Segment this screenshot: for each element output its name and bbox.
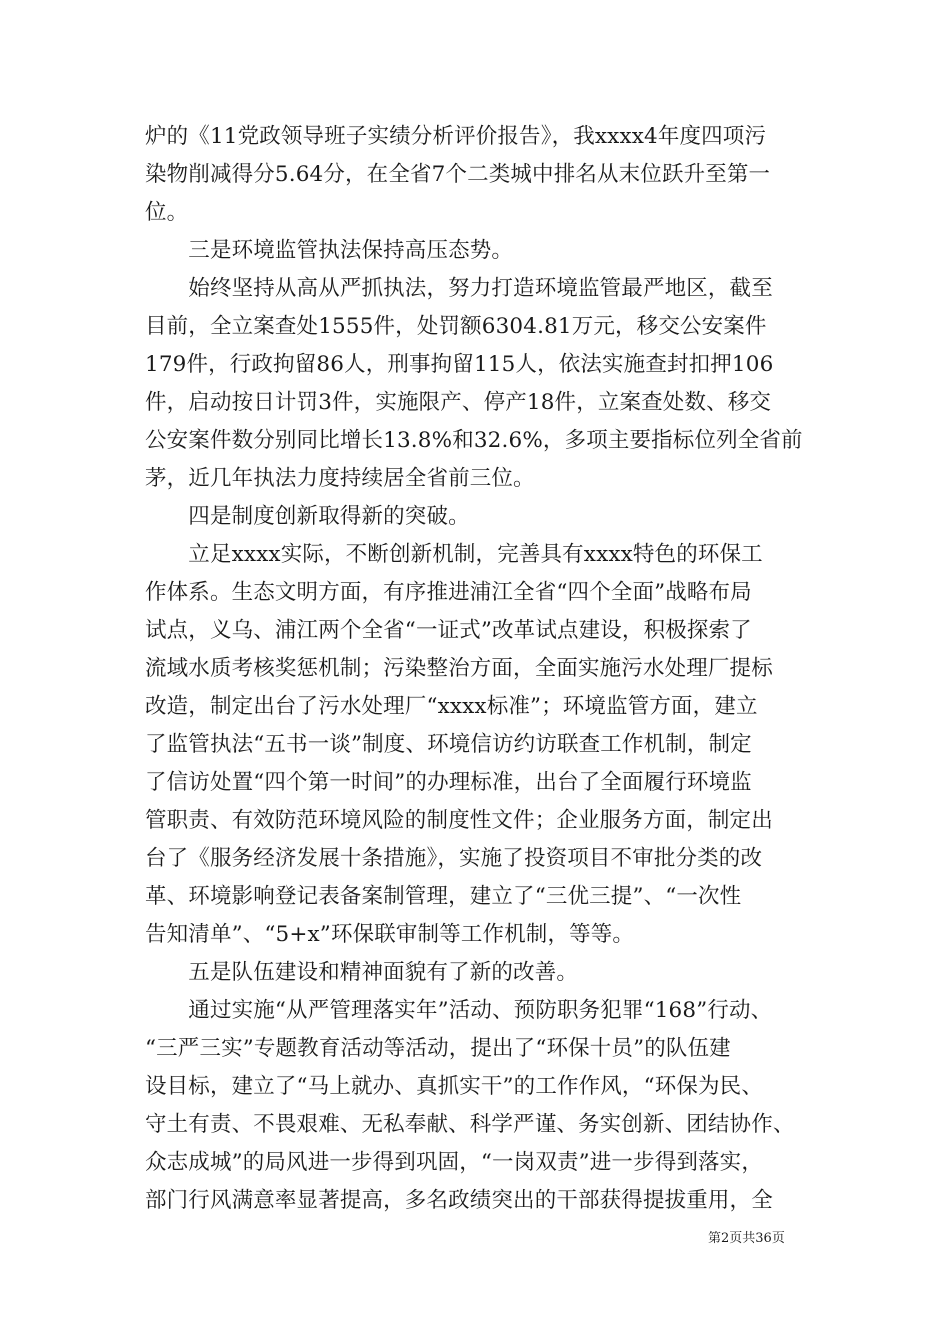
text-line: 炉的《11党政领导班子实绩分析评价报告》，我xxxx4年度四项污 <box>145 124 767 149</box>
text-line: 台了《服务经济发展十条措施》，实施了投资项目不审批分类的改 <box>145 846 763 871</box>
text-line: 管职责、有效防范环境风险的制度性文件；企业服务方面，制定出 <box>145 808 773 833</box>
text-line: 通过实施“从严管理落实年”活动、预防职务犯罪“168”行动、 <box>145 998 773 1023</box>
text-line: 五是队伍建设和精神面貌有了新的改善。 <box>145 960 579 985</box>
text-line: 染物削减得分5.64分，在全省7个二类城中排名从末位跃升至第一 <box>145 162 771 187</box>
text-line: 始终坚持从高从严抓执法，努力打造环境监管最严地区，截至 <box>145 276 773 301</box>
text-line: 革、环境影响登记表备案制管理，建立了“三优三提”、“一次性 <box>145 884 742 909</box>
text-line: 部门行风满意率显著提高，多名政绩突出的干部获得提拔重用，全 <box>145 1188 773 1213</box>
text-line: 告知清单”、“5+x”环保联审制等工作机制，等等。 <box>145 922 635 947</box>
text-line: 了信访处置“四个第一时间”的办理标准，出台了全面履行环境监 <box>145 770 752 795</box>
text-line: 作体系。生态文明方面，有序推进浦江全省“四个全面”战略布局 <box>145 580 752 605</box>
text-line: 改造，制定出台了污水处理厂“xxxx标准”；环境监管方面，建立 <box>145 694 758 719</box>
text-line: 众志成城”的局风进一步得到巩固，“一岗双责”进一步得到落实， <box>145 1150 763 1175</box>
text-line: 试点，义乌、浦江两个全省“一证式”改革试点建设，积极探索了 <box>145 618 752 643</box>
text-line: 三是环境监管执法保持高压态势。 <box>145 238 514 263</box>
text-line: “三严三实”专题教育活动等活动，提出了“环保十员”的队伍建 <box>145 1036 731 1061</box>
text-line: 公安案件数分别同比增长13.8%和32.6%，多项主要指标位列全省前 <box>145 428 803 453</box>
text-line: 四是制度创新取得新的突破。 <box>145 504 470 529</box>
page-number: 第2页共36页 <box>708 1231 785 1246</box>
text-line: 立足xxxx实际，不断创新机制，完善具有xxxx特色的环保工 <box>145 542 763 567</box>
text-line: 茅，近几年执法力度持续居全省前三位。 <box>145 466 535 491</box>
text-line: 守土有责、不畏艰难、无私奉献、科学严谨、务实创新、团结协作、 <box>145 1112 795 1137</box>
text-line: 了监管执法“五书一谈”制度、环境信访约访联查工作机制，制定 <box>145 732 752 757</box>
text-line: 位。 <box>145 200 189 225</box>
text-line: 件，启动按日计罚3件，实施限产、停产18件，立案查处数、移交 <box>145 390 772 415</box>
text-line: 目前，全立案查处1555件，处罚额6304.81万元，移交公安案件 <box>145 314 767 339</box>
text-line: 流域水质考核奖惩机制；污染整治方面，全面实施污水处理厂提标 <box>145 656 773 681</box>
text-line: 设目标，建立了“马上就办、真抓实干”的工作作风，“环保为民、 <box>145 1074 763 1099</box>
body-text <box>145 118 810 1220</box>
text-line: 179件，行政拘留86人，刑事拘留115人，依法实施查封扣押106 <box>145 352 774 377</box>
